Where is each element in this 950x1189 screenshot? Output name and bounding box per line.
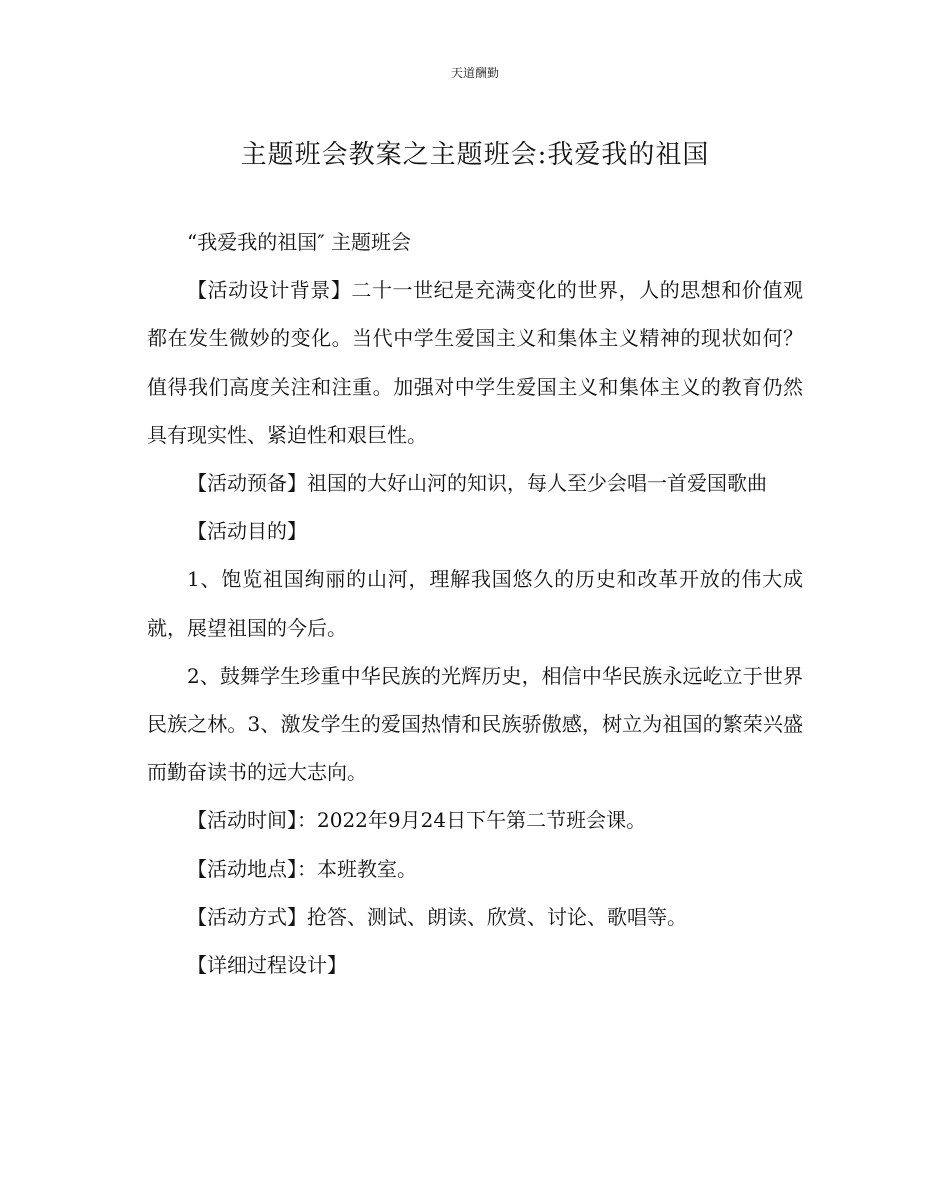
page-title: 主题班会教案之主题班会:我爱我的祖国 [240,140,710,170]
page-header: 天道酬勤 [450,66,499,80]
location-paragraph: 【活动地点】：本班教室。 [187,856,417,881]
document-body [147,218,803,989]
method-paragraph: 【活动方式】抢答、测试、朗读、欣赏、讨论、歌唱等。 [187,904,687,929]
purpose-item-2-3: 2、鼓舞学生珍重中华民族的光辉历史，相信中华民族永远屹立于世界民族之林。3、激发学生的爱国热情和民族骄傲感，树立为祖国的繁荣兴盛而勤奋读书的远大志向。 [147,663,803,785]
subtitle-paragraph: “我爱我的祖国″ 主题班会 [187,230,412,254]
time-paragraph: 【活动时间】：2022年9月24日下午第二节班会课。 [187,808,647,833]
purpose-item-1: 1、饱览祖国绚丽的山河，理解我国悠久的历史和改革开放的伟大成就，展望祖国的今后。 [147,567,803,640]
preparation-paragraph: 【活动预备】祖国的大好山河的知识，每人至少会唱一首爱国歌曲 [187,471,767,496]
process-heading: 【详细过程设计】 [187,953,347,978]
background-paragraph: 【活动设计背景】二十一世纪是充满变化的世界，人的思想和价值观都在发生微妙的变化。当代中学生爱国主义和集体主义精神的现状如何？值得我们高度关注和注重。加强对中学生爱国主义和集体主义的教育仍然具有现实性、紧迫性和艰巨性。 [147,278,803,447]
purpose-heading: 【活动目的】 [187,519,307,544]
